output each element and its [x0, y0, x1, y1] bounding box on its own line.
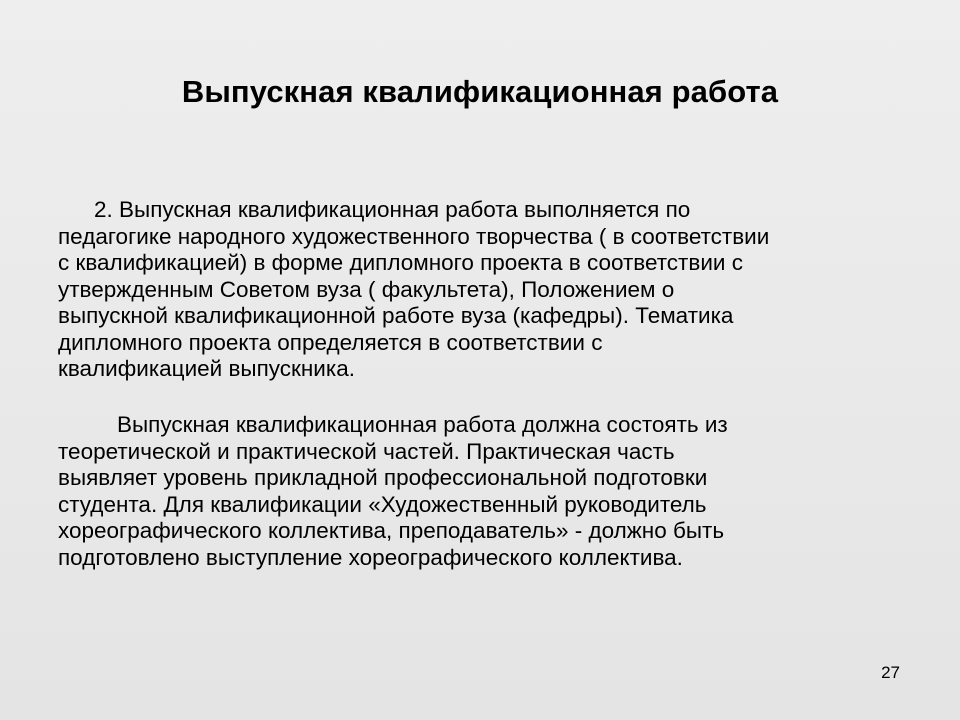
- page-number: 27: [881, 663, 900, 682]
- paragraph-line: утвержденным Советом вуза ( факультета), Положением о: [58, 276, 675, 302]
- paragraph-line: 2. Выпускная квалификационная работа выполняется по: [94, 197, 691, 222]
- paragraph-line: теоретической и практической частей. Практическая часть: [58, 438, 675, 464]
- paragraph-line: выпускной квалификационной работе вуза (кафедры). Тематика: [58, 303, 734, 328]
- slide-title: Выпускная квалификационная работа: [181, 74, 779, 109]
- paragraph-line: студента. Для квалификации «Художественный руководитель: [58, 491, 707, 517]
- paragraph-line: подготовлено выступление хореографического коллектива.: [58, 544, 683, 570]
- paragraph-line: педагогике народного художественного творчества ( в соответствии: [58, 223, 770, 249]
- paragraph-structure: [58, 412, 918, 571]
- paragraph-line: с квалификацией) в форме дипломного проекта в соответствии с: [58, 250, 743, 275]
- paragraph-line: квалификацией выпускника.: [58, 356, 355, 381]
- paragraph-line: хореографического коллектива, преподаватель» - должно быть: [58, 518, 725, 543]
- paragraph-line: выявляет уровень прикладной профессиональной подготовки: [58, 465, 708, 490]
- paragraph-line: Выпускная квалификационная работа должна состоять из: [117, 412, 728, 437]
- paragraph-requirements: [58, 197, 918, 383]
- paragraph-line: дипломного проекта определяется в соответствии с: [58, 329, 603, 355]
